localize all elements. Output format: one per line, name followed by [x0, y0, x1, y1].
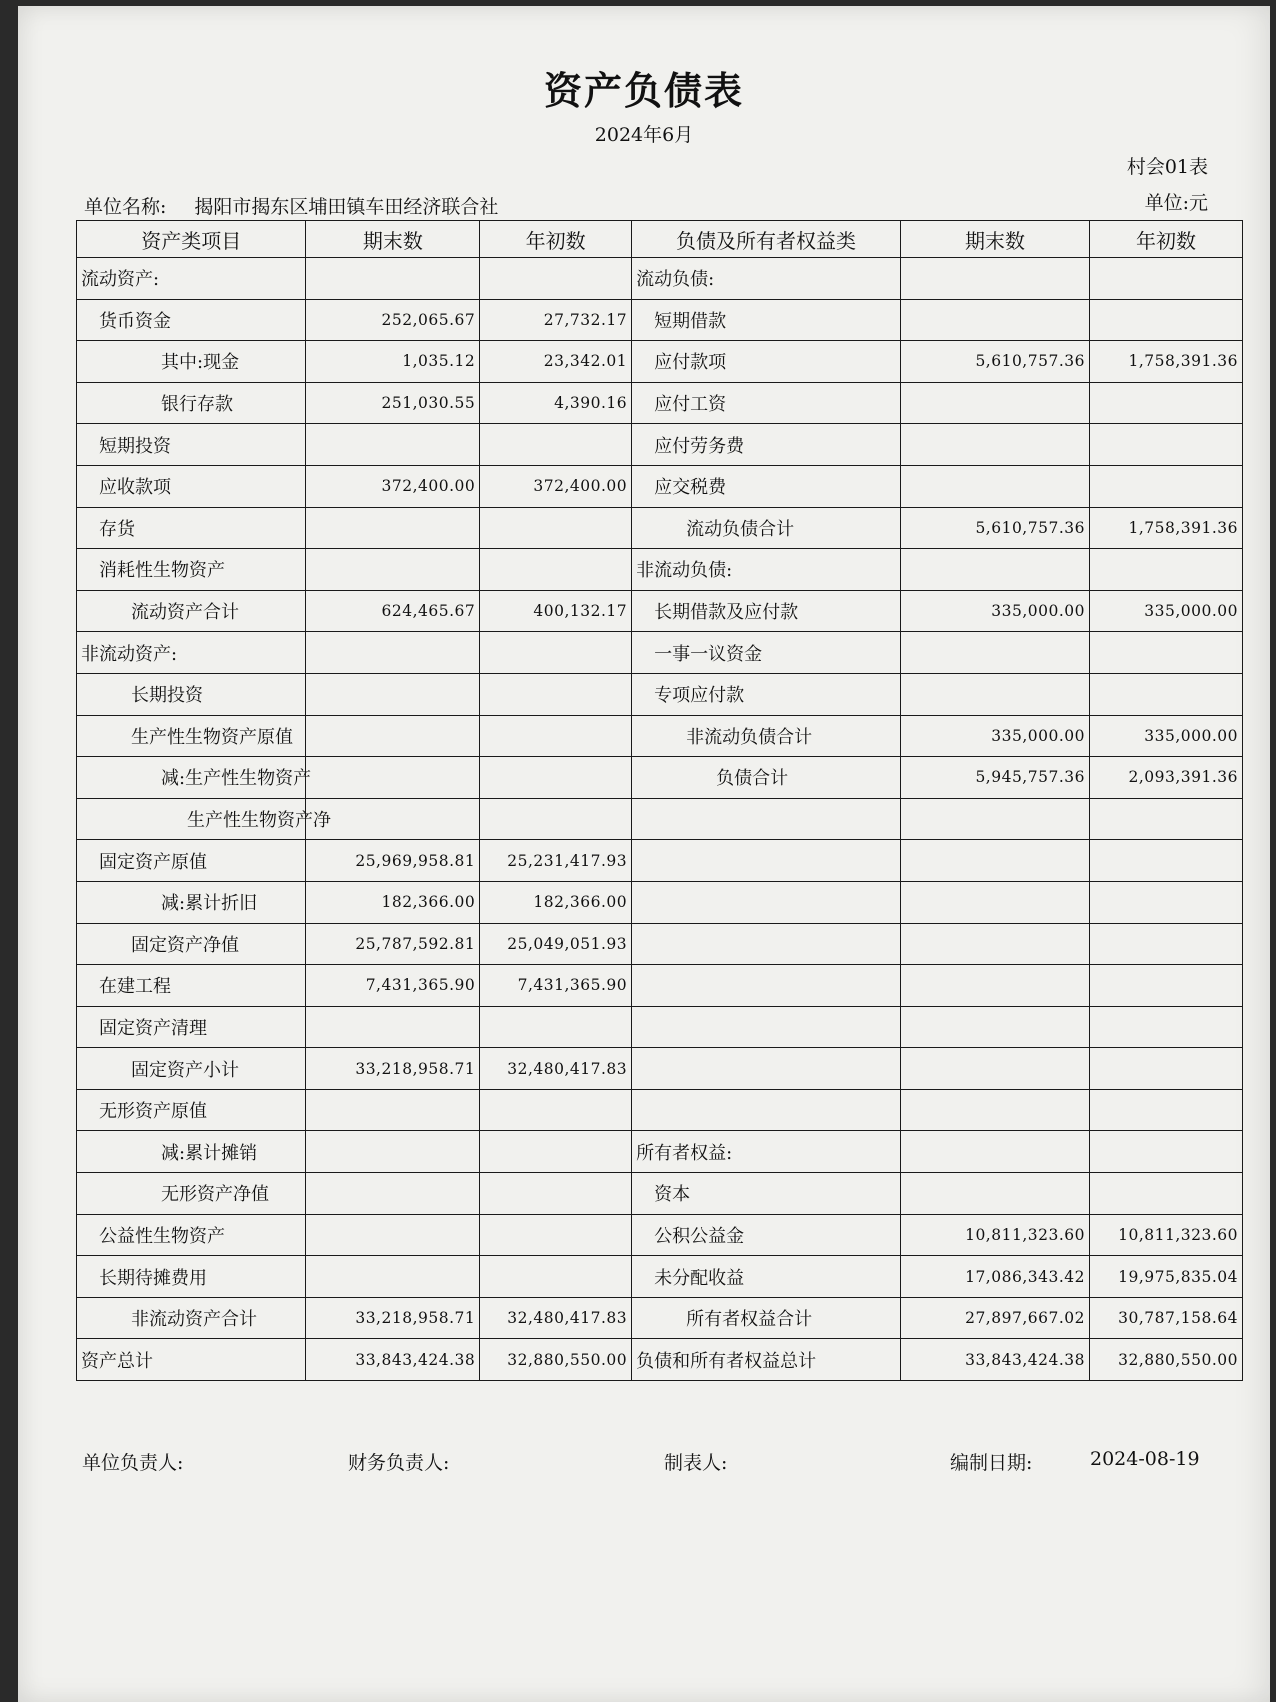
liability-item-cell: 未分配收益 — [632, 1256, 901, 1298]
table-row — [77, 1339, 1243, 1381]
asset-begin-value — [480, 757, 632, 799]
asset-item-cell: 固定资产净值 — [77, 923, 306, 965]
table-row — [77, 258, 1243, 300]
asset-begin-value — [480, 1006, 632, 1048]
liability-end-value: 33,843,424.38 — [900, 1339, 1089, 1381]
liability-begin-value — [1089, 299, 1242, 341]
asset-end-value: 7,431,365.90 — [306, 965, 480, 1007]
table-row — [77, 798, 1243, 840]
table-row — [77, 965, 1243, 1007]
liability-begin-value — [1089, 881, 1242, 923]
unit-name-line — [84, 192, 498, 219]
liability-end-value — [900, 1048, 1089, 1090]
liability-item-cell: 长期借款及应付款 — [632, 590, 901, 632]
liability-begin-value — [1089, 840, 1242, 882]
liability-end-value — [900, 1089, 1089, 1131]
table-row — [77, 1256, 1243, 1298]
liability-end-value: 5,610,757.36 — [900, 341, 1089, 383]
asset-begin-value — [480, 1131, 632, 1173]
asset-begin-value — [480, 258, 632, 300]
asset-end-value: 25,787,592.81 — [306, 923, 480, 965]
unit-name-value: 揭阳市揭东区埔田镇车田经济联合社 — [194, 196, 499, 218]
asset-item-cell: 非流动资产合计 — [77, 1297, 306, 1339]
liability-begin-value: 1,758,391.36 — [1089, 341, 1242, 383]
liability-end-value — [900, 881, 1089, 923]
unit-head-label: 单位负责人: — [82, 1452, 184, 1474]
preparer-label: 制表人: — [664, 1452, 728, 1474]
asset-begin-value: 32,880,550.00 — [480, 1339, 632, 1381]
liability-begin-value: 10,811,323.60 — [1089, 1214, 1242, 1256]
asset-item-cell: 其中:现金 — [77, 341, 306, 383]
asset-end-value — [306, 1256, 480, 1298]
table-row — [77, 590, 1243, 632]
header-asset-end: 期末数 — [306, 221, 480, 258]
asset-item-cell: 非流动资产: — [77, 632, 306, 674]
liability-begin-value — [1089, 258, 1242, 300]
liability-end-value: 17,086,343.42 — [900, 1256, 1089, 1298]
liability-item-cell: 资本 — [632, 1173, 901, 1215]
finance-head-label: 财务负责人: — [348, 1452, 450, 1474]
table-row — [77, 632, 1243, 674]
asset-begin-value — [480, 1214, 632, 1256]
liability-item-cell: 应交税费 — [632, 465, 901, 507]
asset-item-cell: 流动资产合计 — [77, 590, 306, 632]
liability-begin-value: 2,093,391.36 — [1089, 757, 1242, 799]
liability-item-cell: 应付工资 — [632, 382, 901, 424]
liability-item-cell: 负债和所有者权益总计 — [632, 1339, 901, 1381]
liability-item-cell — [632, 840, 901, 882]
currency-unit: 单位:元 — [1144, 192, 1208, 214]
liability-end-value — [900, 549, 1089, 591]
header-asset-item: 资产类项目 — [77, 221, 306, 258]
liability-begin-value — [1089, 1131, 1242, 1173]
liability-begin-value — [1089, 424, 1242, 466]
liability-item-cell: 应付款项 — [632, 341, 901, 383]
liability-begin-value — [1089, 465, 1242, 507]
table-row — [77, 1006, 1243, 1048]
liability-end-value — [900, 798, 1089, 840]
asset-item-cell: 货币资金 — [77, 299, 306, 341]
asset-begin-value — [480, 507, 632, 549]
liability-end-value: 335,000.00 — [900, 715, 1089, 757]
asset-begin-value: 372,400.00 — [480, 465, 632, 507]
liability-item-cell: 应付劳务费 — [632, 424, 901, 466]
liability-begin-value: 32,880,550.00 — [1089, 1339, 1242, 1381]
asset-begin-value — [480, 1089, 632, 1131]
asset-begin-value — [480, 1256, 632, 1298]
table-row — [77, 1131, 1243, 1173]
liability-begin-value: 335,000.00 — [1089, 590, 1242, 632]
asset-item-cell: 在建工程 — [77, 965, 306, 1007]
asset-end-value — [306, 258, 480, 300]
liability-begin-value — [1089, 923, 1242, 965]
asset-end-value — [306, 632, 480, 674]
asset-end-value — [306, 549, 480, 591]
asset-end-value — [306, 1131, 480, 1173]
balance-sheet-body — [77, 258, 1243, 1381]
liability-item-cell: 所有者权益: — [632, 1131, 901, 1173]
asset-end-value: 252,065.67 — [306, 299, 480, 341]
table-row — [77, 299, 1243, 341]
asset-begin-value — [480, 549, 632, 591]
header-asset-begin: 年初数 — [480, 221, 632, 258]
liability-item-cell — [632, 1048, 901, 1090]
liability-begin-value — [1089, 382, 1242, 424]
liability-begin-value: 1,758,391.36 — [1089, 507, 1242, 549]
table-row — [77, 1089, 1243, 1131]
asset-begin-value: 4,390.16 — [480, 382, 632, 424]
asset-begin-value — [480, 632, 632, 674]
asset-end-value: 33,843,424.38 — [306, 1339, 480, 1381]
asset-end-value — [306, 1173, 480, 1215]
compile-date-value: 2024-08-19 — [1090, 1448, 1200, 1470]
liability-begin-value: 335,000.00 — [1089, 715, 1242, 757]
liability-item-cell: 流动负债: — [632, 258, 901, 300]
asset-item-cell: 短期投资 — [77, 424, 306, 466]
liability-end-value — [900, 1173, 1089, 1215]
table-row — [77, 881, 1243, 923]
asset-item-cell: 无形资产净值 — [77, 1173, 306, 1215]
asset-begin-value: 32,480,417.83 — [480, 1297, 632, 1339]
table-row — [77, 840, 1243, 882]
liability-item-cell: 短期借款 — [632, 299, 901, 341]
liability-item-cell — [632, 798, 901, 840]
asset-item-cell: 固定资产小计 — [77, 1048, 306, 1090]
asset-end-value: 25,969,958.81 — [306, 840, 480, 882]
liability-item-cell — [632, 923, 901, 965]
liability-begin-value — [1089, 1048, 1242, 1090]
liability-item-cell — [632, 881, 901, 923]
liability-begin-value — [1089, 632, 1242, 674]
document-sheet — [18, 6, 1270, 1702]
liability-item-cell: 非流动负债: — [632, 549, 901, 591]
table-row — [77, 507, 1243, 549]
asset-end-value — [306, 507, 480, 549]
asset-end-value: 624,465.67 — [306, 590, 480, 632]
header-liability-item: 负债及所有者权益类 — [632, 221, 901, 258]
liability-end-value — [900, 424, 1089, 466]
liability-begin-value — [1089, 1089, 1242, 1131]
liability-item-cell: 负债合计 — [632, 757, 901, 799]
asset-end-value — [306, 798, 480, 840]
liability-end-value — [900, 1131, 1089, 1173]
liability-begin-value — [1089, 1006, 1242, 1048]
asset-begin-value — [480, 1173, 632, 1215]
liability-begin-value: 19,975,835.04 — [1089, 1256, 1242, 1298]
asset-item-cell: 减:生产性生物资产 — [77, 757, 306, 799]
asset-end-value: 372,400.00 — [306, 465, 480, 507]
liability-item-cell — [632, 1006, 901, 1048]
liability-end-value: 5,945,757.36 — [900, 757, 1089, 799]
table-row — [77, 382, 1243, 424]
table-row — [77, 923, 1243, 965]
liability-end-value — [900, 965, 1089, 1007]
asset-begin-value: 400,132.17 — [480, 590, 632, 632]
asset-end-value: 33,218,958.71 — [306, 1048, 480, 1090]
liability-end-value — [900, 632, 1089, 674]
table-row — [77, 549, 1243, 591]
asset-end-value — [306, 757, 480, 799]
balance-sheet-table — [76, 220, 1243, 1381]
table-row — [77, 465, 1243, 507]
liability-item-cell: 专项应付款 — [632, 673, 901, 715]
liability-begin-value: 30,787,158.64 — [1089, 1297, 1242, 1339]
asset-end-value: 33,218,958.71 — [306, 1297, 480, 1339]
document-title: 资产负债表 — [543, 69, 744, 113]
unit-name-label: 单位名称: — [84, 196, 167, 218]
asset-item-cell: 生产性生物资产原值 — [77, 715, 306, 757]
asset-end-value — [306, 424, 480, 466]
asset-begin-value — [480, 424, 632, 466]
table-row — [77, 1214, 1243, 1256]
asset-end-value — [306, 1006, 480, 1048]
liability-end-value — [900, 382, 1089, 424]
compile-date-label: 编制日期: — [950, 1452, 1033, 1474]
table-row — [77, 715, 1243, 757]
liability-begin-value — [1089, 798, 1242, 840]
table-row — [77, 424, 1243, 466]
header-liability-end: 期末数 — [900, 221, 1089, 258]
table-row — [77, 673, 1243, 715]
asset-item-cell: 流动资产: — [77, 258, 306, 300]
liability-end-value — [900, 923, 1089, 965]
asset-begin-value — [480, 798, 632, 840]
asset-begin-value: 27,732.17 — [480, 299, 632, 341]
liability-end-value — [900, 673, 1089, 715]
liability-item-cell: 非流动负债合计 — [632, 715, 901, 757]
liability-end-value — [900, 1006, 1089, 1048]
table-header-row — [77, 221, 1243, 258]
asset-begin-value: 32,480,417.83 — [480, 1048, 632, 1090]
asset-end-value — [306, 1214, 480, 1256]
asset-end-value — [306, 1089, 480, 1131]
liability-begin-value — [1089, 965, 1242, 1007]
asset-item-cell: 应收款项 — [77, 465, 306, 507]
liability-end-value: 5,610,757.36 — [900, 507, 1089, 549]
asset-end-value — [306, 715, 480, 757]
asset-item-cell: 长期待摊费用 — [77, 1256, 306, 1298]
asset-item-cell: 减:累计摊销 — [77, 1131, 306, 1173]
report-period: 2024年6月 — [594, 124, 694, 146]
table-row — [77, 757, 1243, 799]
table-row — [77, 1297, 1243, 1339]
asset-begin-value — [480, 715, 632, 757]
liability-end-value — [900, 840, 1089, 882]
asset-end-value: 251,030.55 — [306, 382, 480, 424]
header-liability-begin: 年初数 — [1089, 221, 1242, 258]
liability-begin-value — [1089, 673, 1242, 715]
asset-begin-value: 182,366.00 — [480, 881, 632, 923]
asset-item-cell: 生产性生物资产净 — [77, 798, 306, 840]
asset-item-cell: 无形资产原值 — [77, 1089, 306, 1131]
liability-begin-value — [1089, 549, 1242, 591]
table-row — [77, 1048, 1243, 1090]
liability-item-cell: 一事一议资金 — [632, 632, 901, 674]
table-row — [77, 341, 1243, 383]
liability-item-cell: 公积公益金 — [632, 1214, 901, 1256]
liability-end-value: 10,811,323.60 — [900, 1214, 1089, 1256]
liability-end-value — [900, 465, 1089, 507]
liability-begin-value — [1089, 1173, 1242, 1215]
asset-item-cell: 银行存款 — [77, 382, 306, 424]
form-number: 村会01表 — [1126, 156, 1208, 178]
asset-item-cell: 存货 — [77, 507, 306, 549]
asset-begin-value: 25,231,417.93 — [480, 840, 632, 882]
asset-item-cell: 固定资产原值 — [77, 840, 306, 882]
asset-begin-value — [480, 673, 632, 715]
asset-item-cell: 消耗性生物资产 — [77, 549, 306, 591]
asset-item-cell: 固定资产清理 — [77, 1006, 306, 1048]
asset-item-cell: 公益性生物资产 — [77, 1214, 306, 1256]
asset-item-cell: 长期投资 — [77, 673, 306, 715]
liability-end-value: 335,000.00 — [900, 590, 1089, 632]
liability-item-cell: 流动负债合计 — [632, 507, 901, 549]
asset-item-cell: 资产总计 — [77, 1339, 306, 1381]
asset-item-cell: 减:累计折旧 — [77, 881, 306, 923]
asset-begin-value: 23,342.01 — [480, 341, 632, 383]
liability-item-cell — [632, 1089, 901, 1131]
liability-item-cell: 所有者权益合计 — [632, 1297, 901, 1339]
liability-end-value — [900, 258, 1089, 300]
liability-end-value: 27,897,667.02 — [900, 1297, 1089, 1339]
asset-end-value: 1,035.12 — [306, 341, 480, 383]
asset-end-value: 182,366.00 — [306, 881, 480, 923]
asset-end-value — [306, 673, 480, 715]
asset-begin-value: 7,431,365.90 — [480, 965, 632, 1007]
asset-begin-value: 25,049,051.93 — [480, 923, 632, 965]
liability-item-cell — [632, 965, 901, 1007]
liability-end-value — [900, 299, 1089, 341]
table-row — [77, 1173, 1243, 1215]
